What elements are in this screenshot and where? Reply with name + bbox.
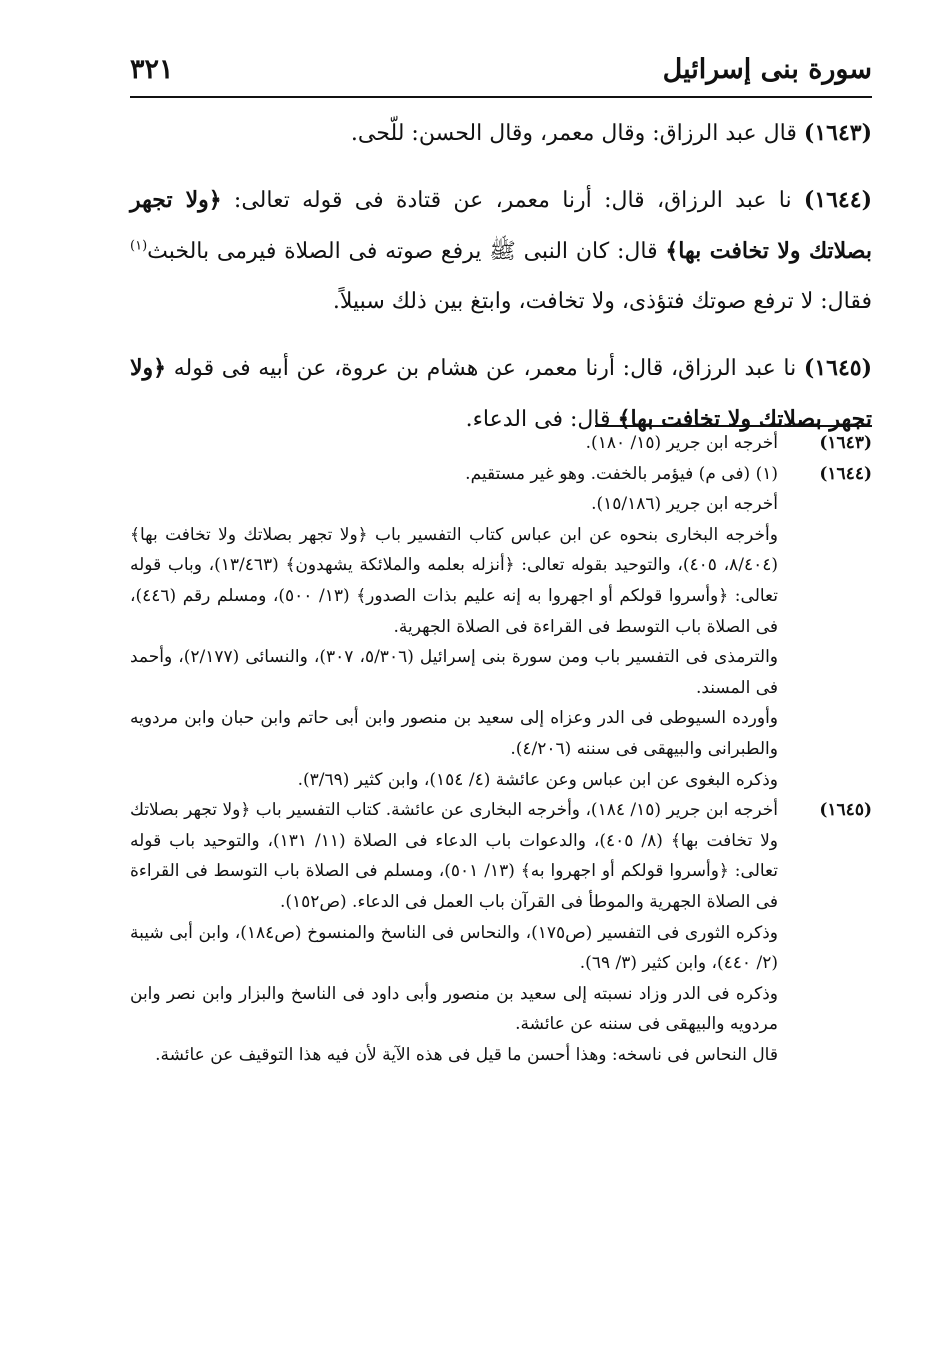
footnote-label: (١٦٤٥) <box>819 800 872 821</box>
footnote-line: (١) (فى م) فيؤمر بالخفت. وهو غير مستقيم. <box>465 463 778 484</box>
footnote-1643 <box>130 428 872 459</box>
main-text <box>130 108 872 461</box>
quran-quote: ﴿ولا تجهر بصلاتك ولا تخافت بها﴾ <box>130 187 872 264</box>
quran-quote: ﴿ولا تجهر بصلاتك ولا تخافت بها﴾ <box>130 355 872 432</box>
narration-1644 <box>130 175 872 327</box>
narration-number: (١٦٤٣) <box>803 120 872 146</box>
footnote-1644 <box>130 459 872 796</box>
footnote-line: وأخرجه البخارى بنحوه عن ابن عباس كتاب التفسير باب ﴿ولا تجهر بصلاتك ولا تخافت بها﴾ (٨/٤٠٤، ٤٠٥)، والتوحيد بقوله تعالى: ﴿أنزله بعلمه والملائكة يشهدون﴾ (١٣/٤٦٣)، وباب قوله تعالى: ﴿وأسروا قولكم أو اجهروا به إنه عليم بذات الصدور﴾ (١٣/ ٥٠٠)، ومسلم رقم (٤٤٦)، فى الصلاة باب التوسط فى القراءة فى الصلاة الجهرية. <box>130 524 778 637</box>
footnote-line: وذكره البغوى عن ابن عباس وعن عائشة (٤/ ١٥٤)، وابن كثير (٣/٦٩). <box>297 769 778 790</box>
narration-text: نا عبد الرزاق، قال: أرنا معمر، عن قتادة فى قوله تعالى: <box>233 188 792 213</box>
surah-title: سورة بنى إسرائيل <box>662 54 872 85</box>
footnote-line: وذكره الثورى فى التفسير (ص١٧٥)، والنحاس فى الناسخ والمنسوخ (ص١٨٤)، وابن أبى شيبة (٢/ ٤٤٠)، وابن كثير (٣/ ٦٩). <box>130 922 778 974</box>
header-rule <box>130 96 872 98</box>
page-number: ٣٢١ <box>130 54 174 85</box>
footnote-body <box>130 795 778 1070</box>
footnote-line: والترمذى فى التفسير باب ومن سورة بنى إسرائيل (٥/٣٠٦، ٣٠٧)، والنسائى (٢/١٧٧)، وأحمد فى المسند. <box>130 647 779 698</box>
footnote-separator <box>595 425 872 427</box>
narration-1643 <box>130 108 872 159</box>
footnote-line: وذكره فى الدر وزاد نسبته إلى سعيد بن منصور وأبى داود فى الناسخ والبزار وابن نصر وابن مردويه والبيهقى فى سننه عن عائشة. <box>130 983 778 1035</box>
footnote-1645 <box>130 795 872 1070</box>
footnote-body <box>130 459 778 796</box>
narration-text: قال: كان النبى ﷺ يرفع صوته فى الصلاة فيرمى بالخبث <box>147 239 658 264</box>
narration-text: نا عبد الرزاق، قال: أرنا معمر، عن هشام بن عروة، عن أبيه فى قوله <box>173 356 797 381</box>
footnote-line: قال النحاس فى ناسخه: وهذا أحسن ما قيل فى هذه الآية لأن فيه هذا التوقيف عن عائشة. <box>155 1044 778 1065</box>
narration-text: قال عبد الرزاق: وقال معمر، وقال الحسن: للّحى. <box>350 121 797 146</box>
footnote-body <box>130 428 778 459</box>
narration-number: (١٦٤٥) <box>803 355 872 381</box>
footnote-line: أخرجه ابن جرير (١٥/ ١٨٤)، وأخرجه البخارى عن عائشة. كتاب التفسير باب ﴿ولا تجهر بصلاتك ولا تخافت بها﴾ (٨/ ٤٠٥)، والدعوات باب الدعاء فى الصلاة (١١/ ١٣١)، والتوحيد باب قوله تعالى: ﴿وأسروا قولكم أو اجهروا به﴾ (١٣/ ٥٠١)، ومسلم فى الصلاة باب التوسط فى القراءة فى الصلاة الجهرية والموطأ فى القرآن باب العمل فى الدعاء. (ص١٥٢). <box>130 800 779 912</box>
footnote-line: أخرجه ابن جرير (١٥/١٨٦). <box>591 494 778 515</box>
footnote-label: (١٦٤٣) <box>819 433 872 453</box>
narration-number: (١٦٤٤) <box>803 187 872 213</box>
footnote-label: (١٦٤٤) <box>819 463 872 484</box>
running-header <box>130 48 872 94</box>
footnote-line: وأورده السيوطى فى الدر وعزاه إلى سعيد بن منصور وابن أبى حاتم وابن حبان وابن مردويه والطبرانى والبيهقى فى سننه (٤/٢٠٦). <box>130 708 778 759</box>
footnote-marker: (١) <box>130 238 148 254</box>
footnote-line: أخرجه ابن جرير (١٥/ ١٨٠). <box>585 433 778 453</box>
narration-text: قال: فى الدعاء. <box>465 407 611 432</box>
narration-text: فقال: لا ترفع صوتك فتؤذى، ولا تخافت، وابتغ بين ذلك سبيلاً. <box>332 289 872 314</box>
footnotes <box>130 428 872 1070</box>
